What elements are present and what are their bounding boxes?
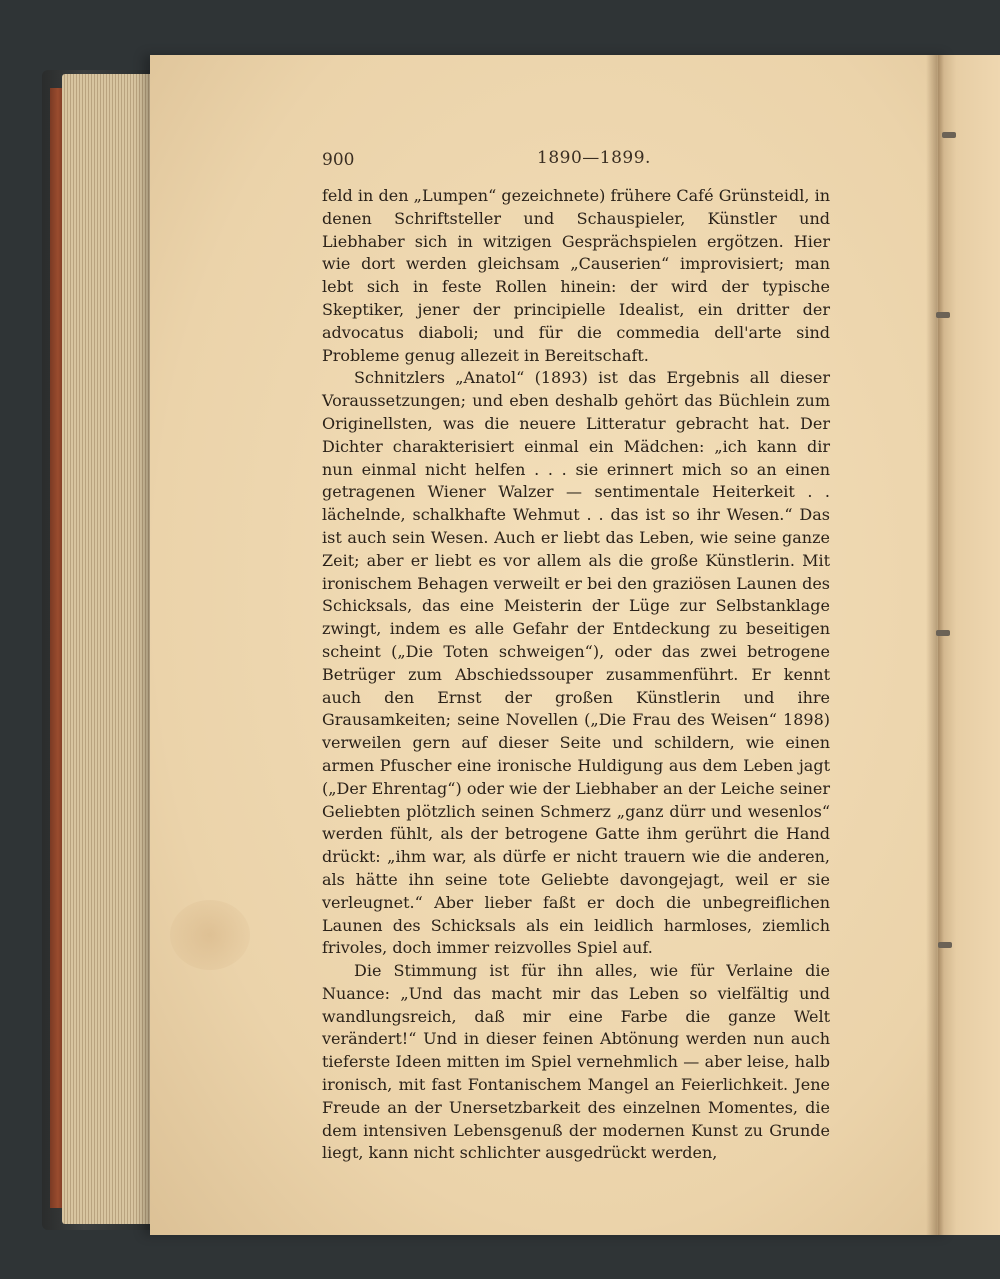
- margin-mark: [936, 630, 950, 636]
- page-gutter: [926, 55, 944, 1235]
- paper-stain: [170, 900, 250, 970]
- paragraph: feld in den „Lumpen“ gezeichnete) frühere Café Grünsteidl, in denen Schriftsteller und Schauspieler, Künstler und Liebhaber sich in witzigen Gesprächspielen ergötzen. Hier wie dort werden gleichsam „Causerien“ improvisiert; man lebt sich in feste Rollen hinein: der wird der typische Skeptiker, jener der principielle Idealist, ein dritter der advocatus diaboli; und für die commedia dell'arte sind Probleme genug allezeit in Bereitschaft.: [322, 186, 830, 365]
- running-head: 1890—1899.: [537, 148, 651, 168]
- margin-mark: [938, 942, 952, 948]
- paragraph: Die Stimmung ist für ihn alles, wie für Verlaine die Nuance: „Und das macht mir das Leben so vielfältig und wandlungsreich, daß mir eine Farbe die ganze Welt verändert!“ Und in dieser feinen Abtönung werden nun auch tieferste Ideen mitten im Spiel vernehmlich — aber leise, halb ironisch, mit fast Fontanischem Mangel an Feierlichkeit. Jene Freude an der Unersetzbarkeit des einzelnen Momentes, die dem intensiven Lebensgenuß der modernen Kunst zu Grunde liegt, kann nicht schlichter ausgedrückt werden,: [322, 961, 830, 1163]
- page-number: 900: [322, 150, 355, 170]
- facing-page-edge: [938, 55, 1000, 1235]
- body-text: [322, 185, 830, 1165]
- margin-mark: [936, 312, 950, 318]
- page-header: [322, 150, 830, 174]
- margin-mark: [942, 132, 956, 138]
- paragraph: Schnitzlers „Anatol“ (1893) ist das Ergebnis all dieser Voraussetzungen; und eben deshalb gehört das Büchlein zum Originellsten, was die neuere Litteratur gebracht hat. Der Dichter charakterisiert einmal ein Mädchen: „ich kann dir nun einmal nicht helfen . . . sie erinnert mich so an einen getragenen Wiener Walzer — sentimentale Heiterkeit . . lächelnde, schalkhafte Wehmut . . das ist so ihr Wesen.“ Das ist auch sein Wesen. Auch er liebt das Leben, wie seine ganze Zeit; aber er liebt es vor allem als die große Künstlerin. Mit ironischem Behagen verweilt er bei den graziösen Launen des Schicksals, das eine Meisterin der Lüge zur Selbstanklage zwingt, indem es alle Gefahr der Entdeckung zu beseitigen scheint („Die Toten schweigen“), oder das zwei betrogene Betrüger zum Abschiedssouper zusammenführt. Er kennt auch den Ernst der großen Künstlerin und ihre Grausamkeiten; seine Novellen („Die Frau des Weisen“ 1898) verweilen gern auf dieser Seite und schildern, wie einen armen Pfuscher eine ironische Huldigung aus dem Leben jagt („Der Ehrentag“) oder wie der Liebhaber an der Leiche seiner Geliebten plötzlich seinen Schmerz „ganz dürr und wesenlos“ werden fühlt, als der betrogene Gatte ihm gerührt die Hand drückt: „ihm war, als dürfe er nicht trauern wie die anderen, als hätte ihn seine tote Geliebte davongejagt, weil er sie verleugnet.“ Aber lieber faßt er doch die unbegreiflichen Launen des Schicksals als ein leidlich harmloses, ziemlich frivoles, doch immer reizvolles Spiel auf.: [322, 368, 830, 958]
